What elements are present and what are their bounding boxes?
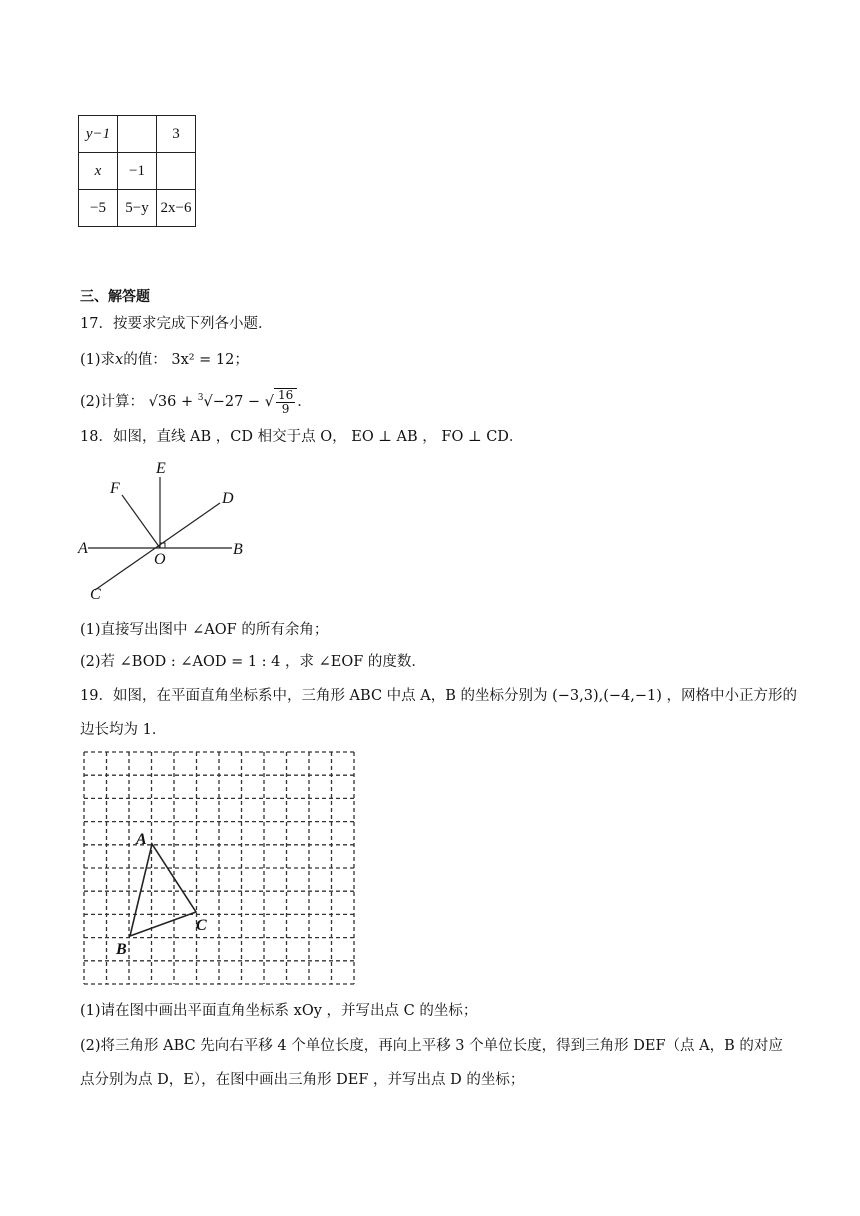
table-row	[79, 190, 196, 227]
table-cell: 2x−6	[157, 190, 196, 227]
label-d: D	[222, 490, 234, 507]
q17-part1-end: ；	[234, 352, 249, 368]
q17-part1-mid: 的值：	[123, 352, 167, 368]
q17-part2	[80, 384, 312, 416]
label-b: B	[116, 941, 127, 958]
table-row	[79, 116, 196, 153]
q17-part2-root-index: 3	[197, 393, 204, 403]
table-row	[79, 153, 196, 190]
label-a: A	[78, 540, 88, 557]
q19-stem-line1: 19．如图，在平面直角坐标系中，三角形 ABC 中点 A，B 的坐标分别为 (−3,3),(−4,−1) ，网格中小正方形的	[80, 688, 798, 704]
line-cd	[95, 503, 220, 590]
label-c: C	[90, 586, 101, 603]
label-b: B	[233, 541, 243, 558]
q17-part2-sqrt-symbol: √	[264, 393, 274, 410]
q17-part2-cbrt: √−27	[203, 393, 244, 410]
q18-figure	[70, 455, 270, 605]
q17-part2-fraction	[274, 388, 297, 416]
table-cell	[157, 153, 196, 190]
q17-part1-var: x	[115, 352, 124, 368]
table-cell: −1	[118, 153, 157, 190]
q17-part2-plus: +	[176, 393, 198, 410]
q19-stem-line2: 边长均为 1．	[80, 722, 167, 738]
fraction-numerator: 16	[277, 387, 294, 402]
q19-part2-line2: 点分别为点 D，E），在图中画出三角形 DEF ，并写出点 D 的坐标；	[80, 1072, 525, 1088]
table-cell: y−1	[79, 116, 118, 153]
label-o: O	[154, 551, 166, 568]
q17-part2-end: ．	[297, 393, 312, 410]
q17-part1	[80, 350, 249, 370]
table-cell: 3	[157, 116, 196, 153]
value-table	[78, 115, 196, 227]
q18-part1: (1)直接写出图中 ∠AOF 的所有余角；	[80, 622, 329, 638]
label-e: E	[156, 460, 166, 477]
q17-stem: 17．按要求完成下列各小题．	[80, 316, 273, 332]
q19-part1: (1)请在图中画出平面直角坐标系 xOy ，并写出点 C 的坐标；	[80, 1003, 478, 1019]
label-a: A	[136, 831, 147, 848]
table-cell: x	[79, 153, 118, 190]
ray-of	[122, 495, 160, 548]
table-cell: −5	[79, 190, 118, 227]
fraction-denominator: 9	[281, 401, 290, 416]
q17-part2-minus: −	[243, 393, 265, 410]
q18-stem: 18．如图，直线 AB ，CD 相交于点 O， EO ⊥ AB ， FO ⊥ CD．	[80, 429, 524, 445]
section-title: 三、解答题	[80, 289, 150, 305]
table-cell: 5−y	[118, 190, 157, 227]
q19-grid-figure	[82, 750, 358, 988]
table-cell	[118, 116, 157, 153]
q17-part2-sqrt36: √36	[148, 393, 177, 410]
q19-part2-line1: (2)将三角形 ABC 先向右平移 4 个单位长度，再向上平移 3 个单位长度，得到三角形 DEF（点 A，B 的对应	[80, 1038, 783, 1054]
q17-part1-prefix: (1)求	[80, 352, 116, 368]
q17-part2-prefix: (2)计算：	[80, 393, 145, 410]
q18-part2: (2)若 ∠BOD : ∠AOD = 1 : 4 ，求 ∠EOF 的度数．	[80, 654, 426, 670]
q17-part1-equation: 3x² = 12	[171, 352, 235, 368]
label-f: F	[110, 480, 120, 497]
label-c: C	[196, 917, 207, 934]
triangle-abc	[130, 844, 196, 936]
